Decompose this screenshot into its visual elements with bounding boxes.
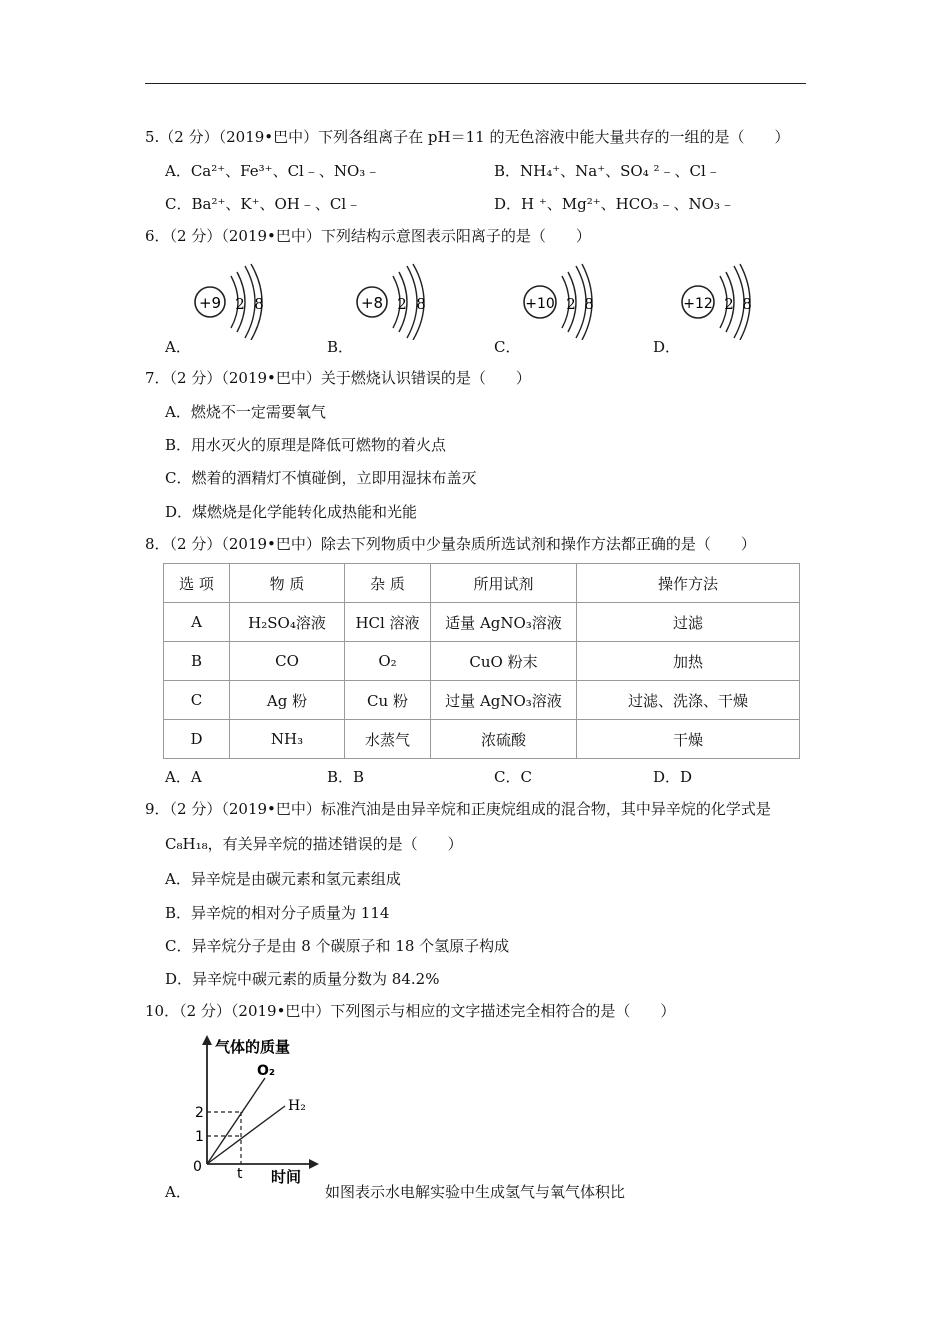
q5-stem: 5.（2 分）（2019•巴中）下列各组离子在 pH＝11 的无色溶液中能大量共存的一组的是（ ）: [145, 128, 790, 146]
table-cell: 浓硫酸: [431, 720, 577, 759]
q8-option-c: C．C: [494, 768, 532, 786]
table-header-cell: 操作方法: [577, 564, 800, 603]
shell-1-electrons: 2: [566, 295, 576, 313]
graph-y-tick-2: 2: [195, 1105, 204, 1121]
atom-diagram-d: [680, 260, 760, 344]
q8-stem: 8．（2 分）（2019•巴中）除去下列物质中少量杂质所选试剂和操作方法都正确的是（ ）: [145, 535, 756, 553]
table-row: [164, 642, 800, 681]
q10-graph-electrolysis: [185, 1030, 325, 1194]
q8-table: [163, 563, 800, 759]
q9-option-c: C．异辛烷分子是由 8 个碳原子和 18 个氢原子构成: [165, 937, 510, 955]
table-cell: H₂SO₄溶液: [230, 603, 345, 642]
table-row: [164, 681, 800, 720]
q10-option-a-text: 如图表示水电解实验中生成氢气与氧气体积比: [325, 1183, 626, 1201]
table-cell: CuO 粉末: [431, 642, 577, 681]
shell-2-electrons: 8: [584, 295, 594, 313]
table-cell: D: [164, 720, 230, 759]
graph-y-tick-1: 1: [195, 1129, 204, 1145]
table-cell: A: [164, 603, 230, 642]
table-row: [164, 603, 800, 642]
graph-h2-label: H₂: [288, 1098, 306, 1114]
graph-o2-label: O₂: [257, 1063, 276, 1079]
q6-label-c: C．: [494, 338, 521, 356]
shell-2-electrons: 8: [254, 295, 264, 313]
q10-stem: 10．（2 分）（2019•巴中）下列图示与相应的文字描述完全相符合的是（ ）: [145, 1002, 676, 1020]
q9-option-b: B．异辛烷的相对分子质量为 114: [165, 904, 390, 922]
q7-option-a: A．燃烧不一定需要氧气: [165, 403, 326, 421]
nucleus-charge: +12: [683, 296, 713, 312]
table-header-cell: 所用试剂: [431, 564, 577, 603]
q6-stem: 6．（2 分）（2019•巴中）下列结构示意图表示阳离子的是（ ）: [145, 227, 591, 245]
table-row: [164, 720, 800, 759]
q7-option-b: B．用水灭火的原理是降低可燃物的着火点: [165, 436, 447, 454]
graph-origin-label: 0: [193, 1159, 202, 1175]
nucleus-charge: +10: [525, 296, 555, 312]
graph-t-label: t: [237, 1166, 243, 1182]
shell-1-electrons: 2: [397, 295, 407, 313]
table-cell: HCl 溶液: [345, 603, 431, 642]
table-cell: 过滤、洗涤、干燥: [577, 681, 800, 720]
q6-label-d: D．: [653, 338, 681, 356]
shell-1-electrons: 2: [724, 295, 734, 313]
q9-option-d: D．异辛烷中碳元素的质量分数为 84.2%: [165, 970, 440, 988]
table-cell: C: [164, 681, 230, 720]
table-cell: B: [164, 642, 230, 681]
graph-x-axis-label: 时间: [271, 1168, 302, 1186]
atom-diagram-c: [522, 260, 602, 344]
table-cell: CO: [230, 642, 345, 681]
nucleus-charge: +8: [360, 294, 384, 312]
table-cell: Cu 粉: [345, 681, 431, 720]
q9-option-a: A．异辛烷是由碳元素和氢元素组成: [165, 870, 401, 888]
table-cell: 过滤: [577, 603, 800, 642]
q5-option-b: B．NH₄⁺、Na⁺、SO₄ ²﹣、Cl﹣: [494, 162, 721, 180]
table-cell: 过量 AgNO₃溶液: [431, 681, 577, 720]
q6-label-a: A．: [165, 338, 191, 356]
table-cell: Ag 粉: [230, 681, 345, 720]
shell-2-electrons: 8: [742, 295, 752, 313]
header-rule: [145, 83, 806, 84]
q6-label-b: B．: [327, 338, 354, 356]
table-header-cell: 杂 质: [345, 564, 431, 603]
atom-diagram-b: [355, 260, 435, 344]
table-header-row: [164, 564, 800, 603]
q10-option-a-label: A．: [165, 1183, 191, 1201]
nucleus-charge: +9: [198, 294, 222, 312]
q7-stem: 7．（2 分）（2019•巴中）关于燃烧认识错误的是（ ）: [145, 369, 531, 387]
q9-stem-line1: 9．（2 分）（2019•巴中）标准汽油是由异辛烷和正庚烷组成的混合物，其中异辛烷的化学式是: [145, 800, 771, 818]
q8-option-a: A．A: [165, 768, 202, 786]
table-cell: NH₃: [230, 720, 345, 759]
q9-stem-line2: C₈H₁₈，有关异辛烷的描述错误的是（ ）: [165, 835, 463, 853]
atom-diagram-a: [193, 260, 273, 344]
table-cell: 加热: [577, 642, 800, 681]
q8-option-b: B．B: [327, 768, 365, 786]
shell-1-electrons: 2: [235, 295, 245, 313]
q5-option-a: A．Ca²⁺、Fe³⁺、Cl﹣、NO₃﹣: [165, 162, 381, 180]
q7-option-c: C．燃着的酒精灯不慎碰倒，立即用湿抹布盖灭: [165, 469, 477, 487]
q5-option-d: D．H ⁺、Mg²⁺、HCO₃﹣、NO₃﹣: [494, 195, 735, 213]
graph-y-axis-label: 气体的质量: [215, 1038, 291, 1056]
shell-2-electrons: 8: [416, 295, 426, 313]
table-header-cell: 物 质: [230, 564, 345, 603]
q8-option-d: D．D: [653, 768, 693, 786]
table-cell: 干燥: [577, 720, 800, 759]
q5-option-c: C．Ba²⁺、K⁺、OH﹣、Cl﹣: [165, 195, 362, 213]
table-cell: 水蒸气: [345, 720, 431, 759]
q7-option-d: D．煤燃烧是化学能转化成热能和光能: [165, 503, 418, 521]
table-header-cell: 选 项: [164, 564, 230, 603]
table-cell: O₂: [345, 642, 431, 681]
table-cell: 适量 AgNO₃溶液: [431, 603, 577, 642]
